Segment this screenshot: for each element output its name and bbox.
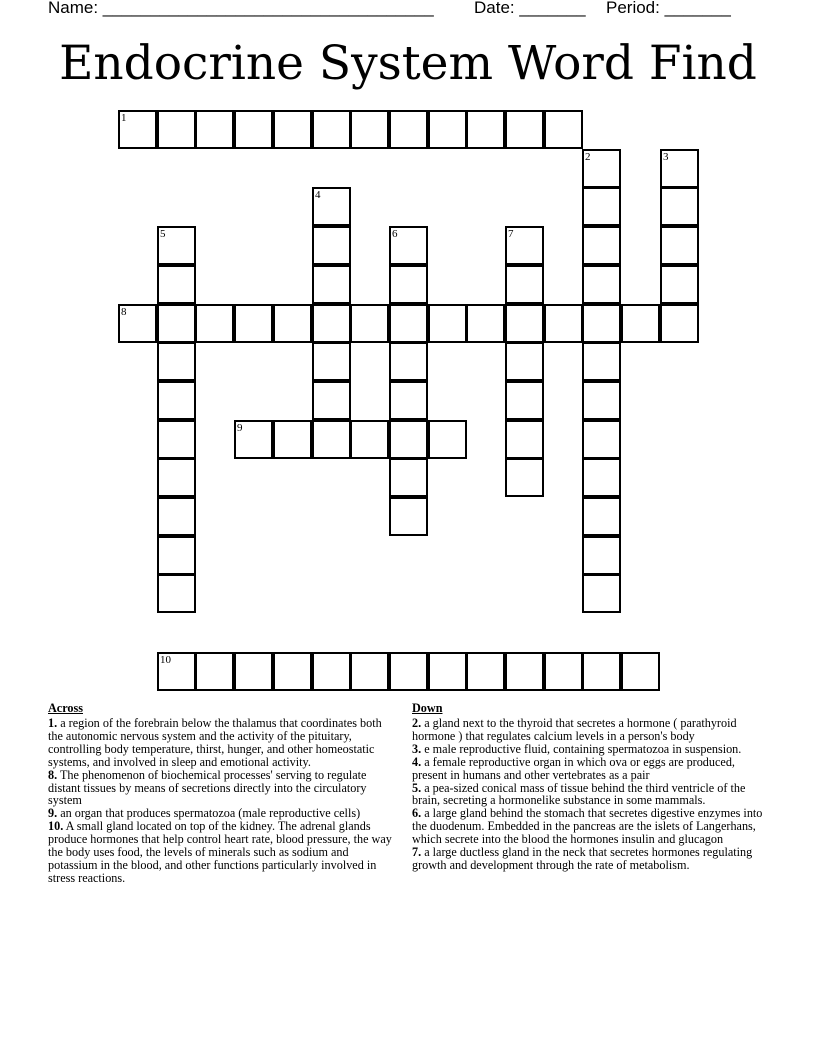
- clue-item-number: 9.: [48, 806, 58, 821]
- clue-item: [412, 807, 764, 846]
- clue-item: [412, 782, 764, 808]
- crossword-cell[interactable]: [157, 226, 196, 265]
- clue-number: 8: [121, 306, 127, 318]
- crossword-cell[interactable]: [157, 381, 196, 420]
- clue-item-text: a large ductless gland in the neck that secretes hormones regulating growth and development through the rate of metabolism.: [412, 845, 753, 872]
- clue-item: [412, 717, 764, 743]
- crossword-cell[interactable]: [389, 458, 428, 497]
- crossword-cell[interactable]: [505, 458, 544, 497]
- crossword-cell[interactable]: [157, 110, 196, 149]
- clue-item: [48, 717, 398, 769]
- crossword-cell[interactable]: [195, 304, 234, 343]
- clue-number: 1: [121, 112, 127, 124]
- crossword-cell[interactable]: [505, 381, 544, 420]
- crossword-cell[interactable]: [157, 265, 196, 304]
- crossword-cell[interactable]: [582, 652, 621, 691]
- crossword-cell[interactable]: [273, 652, 312, 691]
- crossword-cell[interactable]: [389, 420, 428, 459]
- crossword-cell[interactable]: [389, 381, 428, 420]
- across-heading: Across: [48, 701, 83, 715]
- clue-item-text: The phenomenon of biochemical processes' serving to regulate distant tissues by means of secretions directly into the circulatory system: [48, 767, 367, 808]
- crossword-cell[interactable]: [582, 149, 621, 188]
- date-field[interactable]: Date: _______: [474, 0, 586, 17]
- clue-item-number: 7.: [412, 845, 422, 860]
- clue-item-number: 2.: [412, 716, 422, 730]
- crossword-cell[interactable]: [312, 342, 351, 381]
- clue-number: 10: [160, 654, 171, 666]
- crossword-cell[interactable]: [389, 226, 428, 265]
- crossword-cell[interactable]: [582, 304, 621, 343]
- clue-item-number: 8.: [48, 767, 58, 782]
- crossword-cell[interactable]: [505, 110, 544, 149]
- crossword-cell[interactable]: [195, 652, 234, 691]
- crossword-cell[interactable]: [312, 420, 351, 459]
- crossword-cell[interactable]: [157, 342, 196, 381]
- clue-item-number: 10.: [48, 819, 64, 834]
- crossword-cell[interactable]: [544, 652, 583, 691]
- crossword-cell[interactable]: [428, 110, 467, 149]
- crossword-cell[interactable]: [157, 497, 196, 536]
- crossword-cell[interactable]: [505, 420, 544, 459]
- crossword-cell[interactable]: [157, 304, 196, 343]
- crossword-cell[interactable]: [273, 304, 312, 343]
- crossword-cell[interactable]: [234, 304, 273, 343]
- crossword-cell[interactable]: [582, 187, 621, 226]
- clue-item-number: 6.: [412, 806, 422, 821]
- crossword-cell[interactable]: [621, 304, 660, 343]
- crossword-cell[interactable]: [582, 574, 621, 613]
- clue-number: 9: [237, 422, 243, 434]
- crossword-cell[interactable]: [660, 149, 699, 188]
- crossword-cell[interactable]: [621, 652, 660, 691]
- crossword-cell[interactable]: [234, 420, 273, 459]
- clue-item-text: a pea-sized conical mass of tissue behind the third ventricle of the brain, secreting a hormonelike substance in some mammals.: [412, 780, 746, 808]
- crossword-cell[interactable]: [157, 574, 196, 613]
- crossword-cell[interactable]: [389, 265, 428, 304]
- crossword-cell[interactable]: [118, 110, 157, 149]
- crossword-cell[interactable]: [505, 265, 544, 304]
- clue-number: 4: [315, 189, 321, 201]
- crossword-cell[interactable]: [389, 110, 428, 149]
- crossword-cell[interactable]: [389, 342, 428, 381]
- crossword-cell[interactable]: [428, 304, 467, 343]
- crossword-cell[interactable]: [312, 187, 351, 226]
- crossword-cell[interactable]: [582, 458, 621, 497]
- clue-item-text: a region of the forebrain below the thalamus that coordinates both the autonomic nervous system and the activity of the pituitary, controlling body temperature, thirst, hunger, and other homeostatic systems, and involved in sleep and emotional activity.: [48, 716, 382, 769]
- crossword-cell[interactable]: [582, 265, 621, 304]
- crossword-cell[interactable]: [582, 226, 621, 265]
- crossword-cell[interactable]: [350, 304, 389, 343]
- crossword-cell[interactable]: [312, 226, 351, 265]
- crossword-cell[interactable]: [389, 652, 428, 691]
- crossword-cell[interactable]: [582, 381, 621, 420]
- crossword-cell[interactable]: [312, 265, 351, 304]
- clue-number: 5: [160, 228, 166, 240]
- crossword-cell[interactable]: [350, 110, 389, 149]
- crossword-cell[interactable]: [273, 110, 312, 149]
- crossword-cell[interactable]: [428, 652, 467, 691]
- crossword-cell[interactable]: [505, 652, 544, 691]
- crossword-cell[interactable]: [505, 226, 544, 265]
- crossword-cell[interactable]: [312, 652, 351, 691]
- crossword-cell[interactable]: [660, 304, 699, 343]
- crossword-cell[interactable]: [582, 536, 621, 575]
- crossword-cell[interactable]: [273, 420, 312, 459]
- crossword-cell[interactable]: [582, 497, 621, 536]
- clue-item-text: A small gland located on top of the kidney. The adrenal glands produce hormones that help control heart rate, blood pressure, the way the body uses food, the levels of minerals such as sodium and potassium in the blood, and other functions particularly involved in stress reactions.: [48, 819, 392, 885]
- crossword-cell[interactable]: [195, 110, 234, 149]
- crossword-cell[interactable]: [389, 304, 428, 343]
- crossword-cell[interactable]: [660, 187, 699, 226]
- clue-number: 7: [508, 228, 514, 240]
- crossword-cell[interactable]: [234, 652, 273, 691]
- crossword-cell[interactable]: [234, 110, 273, 149]
- clue-item-number: 4.: [412, 754, 422, 769]
- crossword-cell[interactable]: [428, 420, 467, 459]
- crossword-cell[interactable]: [466, 652, 505, 691]
- crossword-cell[interactable]: [660, 226, 699, 265]
- crossword-cell[interactable]: [582, 420, 621, 459]
- clue-item: [412, 756, 764, 782]
- clue-item-number: 3.: [412, 741, 422, 756]
- crossword-cell[interactable]: [350, 420, 389, 459]
- name-field[interactable]: Name: ___________________________________: [48, 0, 434, 17]
- crossword-cell[interactable]: [157, 458, 196, 497]
- clue-number: 2: [585, 151, 591, 163]
- crossword-cell[interactable]: [466, 304, 505, 343]
- crossword-cell[interactable]: [157, 536, 196, 575]
- crossword-cell[interactable]: [350, 652, 389, 691]
- clue-number: 3: [663, 151, 669, 163]
- crossword-cell[interactable]: [389, 497, 428, 536]
- clue-item-text: a large gland behind the stomach that secretes digestive enzymes into the duodenum. Embedded in the pancreas are the islets of Langerhans, which secrete into the blood the hormones insulin and glucagon: [412, 806, 763, 847]
- clue-item: [48, 820, 398, 885]
- period-field[interactable]: Period: _______: [606, 0, 731, 17]
- clue-item-text: a female reproductive organ in which ova or eggs are produced, present in humans and other vertebrates as a pair: [412, 754, 735, 782]
- crossword-cell[interactable]: [312, 304, 351, 343]
- down-clues: [412, 701, 764, 872]
- crossword-cell[interactable]: [312, 110, 351, 149]
- crossword-cell[interactable]: [157, 420, 196, 459]
- clue-item-number: 1.: [48, 716, 58, 730]
- clue-item: [412, 846, 764, 872]
- crossword-cell[interactable]: [118, 304, 157, 343]
- crossword-cell[interactable]: [660, 265, 699, 304]
- page-title: Endocrine System Word Find: [59, 36, 757, 91]
- clue-item-text: e male reproductive fluid, containing spermatozoa in suspension.: [421, 741, 742, 756]
- crossword-cell[interactable]: [582, 342, 621, 381]
- crossword-cell[interactable]: [544, 110, 583, 149]
- clue-item: [48, 769, 398, 808]
- crossword-cell[interactable]: [157, 652, 196, 691]
- clue-item-text: a gland next to the thyroid that secretes a hormone ( parathyroid hormone ) that regulates calcium levels in a person's body: [412, 716, 737, 743]
- clue-number: 6: [392, 228, 398, 240]
- crossword-cell[interactable]: [466, 110, 505, 149]
- crossword-cell[interactable]: [312, 381, 351, 420]
- clue-item-number: 5.: [412, 780, 422, 795]
- crossword-cell[interactable]: [544, 304, 583, 343]
- down-heading: Down: [412, 701, 443, 715]
- crossword-cell[interactable]: [505, 304, 544, 343]
- across-clues: [48, 701, 398, 885]
- crossword-cell[interactable]: [505, 342, 544, 381]
- clue-item-text: an organ that produces spermatozoa (male reproductive cells): [57, 806, 361, 821]
